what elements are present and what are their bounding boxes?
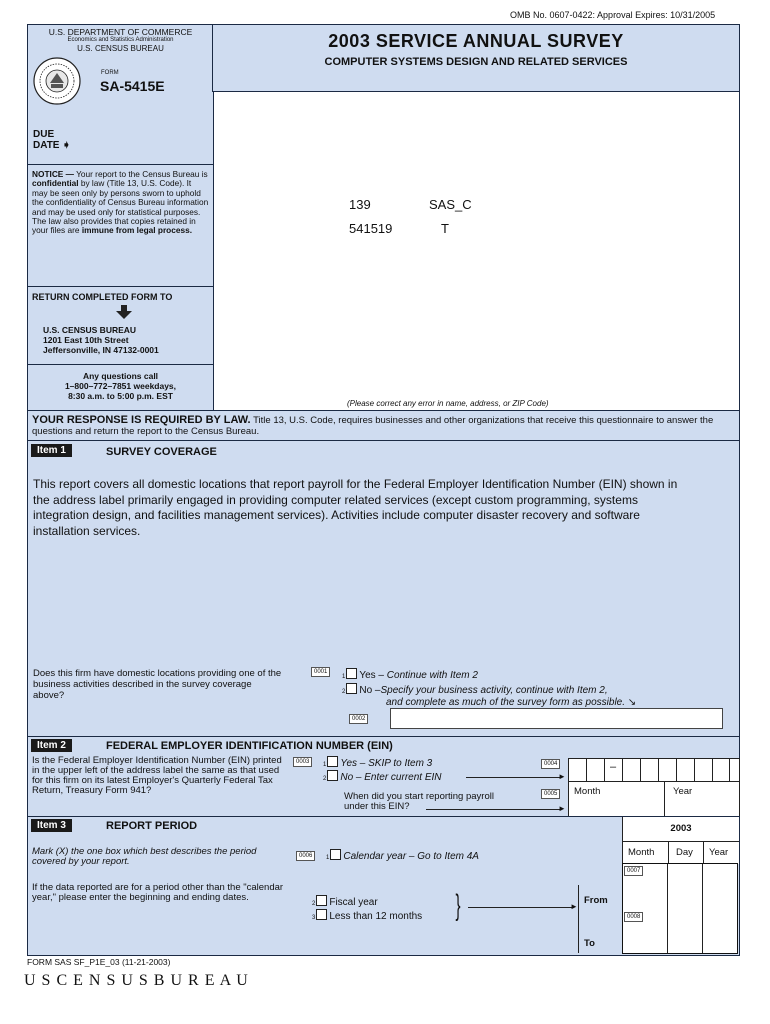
item2-code-0003: 0003 bbox=[293, 757, 312, 767]
label-id: 139 bbox=[349, 197, 371, 212]
item3-section bbox=[27, 816, 740, 956]
item1-yes-checkbox[interactable] bbox=[346, 668, 357, 679]
item1-no-checkbox[interactable] bbox=[346, 683, 357, 694]
item1-body: This report covers all domestic locations that report payroll for the Federal Employer Identification Number (EIN) shown in the address label primarily engaged in providing computer related services (except custom programming, systems integration design, and facilities management services). Activities include computer disaster recovery and software installation services. bbox=[33, 477, 678, 538]
item2-code-0005: 0005 bbox=[541, 789, 560, 799]
col-year: Year bbox=[709, 847, 729, 858]
item2-section bbox=[27, 736, 740, 818]
ein-arrow-line bbox=[466, 777, 561, 778]
item1-title: SURVEY COVERAGE bbox=[106, 446, 217, 458]
brace-icon: } bbox=[455, 889, 461, 922]
item1-tag: Item 1 bbox=[31, 444, 72, 457]
item3-code-0007: 0007 bbox=[624, 866, 643, 876]
required-text: YOUR RESPONSE IS REQUIRED BY LAW. Title 13, U.S. Code, requires businesses and other organizations that receive this questionnaire to answer the questions and return the report to the Census Bureau. bbox=[32, 414, 714, 437]
less-than-12-months-checkbox[interactable] bbox=[316, 909, 327, 920]
survey-title: 2003 SERVICE ANNUAL SURVEY bbox=[328, 31, 624, 51]
survey-subtitle: COMPUTER SYSTEMS DESIGN AND RELATED SERVICES bbox=[324, 56, 628, 68]
label-code: SAS_C bbox=[429, 197, 472, 212]
item1-section bbox=[27, 440, 740, 738]
label-naics: 541519 bbox=[349, 221, 393, 236]
title-panel bbox=[212, 24, 740, 92]
ein-dash: – bbox=[610, 761, 617, 773]
fiscal-year-option[interactable]: 2 Fiscal year bbox=[312, 897, 378, 908]
less-than-12-months-option[interactable]: 3 Less than 12 months bbox=[312, 911, 423, 922]
item3-code-0008: 0008 bbox=[624, 912, 643, 922]
item3-code-0006: 0006 bbox=[296, 851, 315, 861]
item2-when-question: When did you start reporting payroll under this EIN? bbox=[344, 791, 494, 813]
notice-panel bbox=[27, 164, 214, 288]
form-label: FORM bbox=[101, 70, 119, 76]
census-seal-icon bbox=[32, 56, 82, 106]
year-header-cell: 2003 bbox=[622, 817, 739, 841]
item3-other-period-question: If the data reported are for a period other than the "calendar year," please enter the beginning and ending dates. bbox=[32, 882, 284, 904]
item1-code-0001: 0001 bbox=[311, 667, 330, 677]
required-panel bbox=[27, 410, 740, 442]
return-address: U.S. CENSUS BUREAU 1201 East 10th Street Jeffersonville, IN 47132-0001 bbox=[43, 325, 159, 356]
from-label: From bbox=[584, 895, 608, 906]
business-activity-input[interactable] bbox=[390, 708, 723, 729]
item2-no-checkbox[interactable] bbox=[327, 770, 338, 781]
start-year-label: Year bbox=[673, 786, 693, 797]
item1-no-option[interactable]: 2 No –Specify your business activity, continue with Item 2, and complete as much of the survey form as possible. ↘ bbox=[342, 685, 637, 708]
calendar-year-checkbox[interactable] bbox=[330, 849, 341, 860]
arrow-right-icon: ► bbox=[570, 902, 578, 911]
item2-yes-option[interactable]: 1 Yes – SKIP to Item 3 bbox=[323, 758, 433, 769]
item3-title: REPORT PERIOD bbox=[106, 820, 198, 832]
col-day: Day bbox=[676, 847, 693, 858]
item1-yes-option[interactable]: 1 Yes – Continue with Item 2 bbox=[342, 670, 478, 681]
item1-question: Does this firm have domestic locations providing one of the business activities described in the survey coverage above? bbox=[33, 668, 282, 701]
form-number: SA-5415E bbox=[100, 78, 165, 94]
questions-phone: Any questions call 1–800–772–7851 weekdays, 8:30 a.m. to 5:00 p.m. EST bbox=[64, 371, 177, 401]
period-arrow-line bbox=[468, 907, 573, 908]
arrow-down-icon bbox=[116, 305, 132, 319]
item2-code-0004: 0004 bbox=[541, 759, 560, 769]
dept-name: U.S. DEPARTMENT OF COMMERCE bbox=[48, 27, 193, 37]
item2-yes-checkbox[interactable] bbox=[327, 756, 338, 767]
to-date-input[interactable] bbox=[622, 909, 738, 954]
ein-input[interactable] bbox=[568, 758, 740, 782]
correct-address-note: (Please correct any error in name, address, or ZIP Code) bbox=[347, 399, 549, 408]
notice-text: NOTICE — Your report to the Census Bureau is confidential by law (Title 13, U.S. Code). It may be seen only by persons sworn to uphold the confidentiality of Census Bureau information and may be used only for statistical purposes. The law also provides that copies retained in your files are immune from legal process. bbox=[32, 169, 209, 236]
when-arrow-line bbox=[426, 809, 561, 810]
start-date-input[interactable] bbox=[568, 781, 740, 817]
label-type: T bbox=[441, 221, 449, 236]
item2-title: FEDERAL EMPLOYER IDENTIFICATION NUMBER (EIN) bbox=[106, 740, 393, 752]
calendar-year-option[interactable]: 1 Calendar year – Go to Item 4A bbox=[326, 851, 479, 862]
agency-panel bbox=[27, 24, 214, 166]
from-to-labels bbox=[578, 885, 623, 953]
due-date-label: DUE DATE ➧ bbox=[33, 129, 71, 151]
to-label: To bbox=[584, 938, 595, 949]
start-month-label: Month bbox=[574, 786, 601, 797]
item1-code-0002: 0002 bbox=[349, 714, 368, 724]
questions-panel bbox=[27, 364, 214, 412]
arrow-down-right-icon: ↘ bbox=[627, 696, 637, 708]
item2-question: Is the Federal Employer Identification Number (EIN) printed in the upper left of the address label the same as that used for this firm on its latest Employer's Quarterly Federal Tax Return, Treasury Form 941? bbox=[32, 755, 282, 797]
return-panel bbox=[27, 286, 214, 366]
date-column-headers bbox=[622, 841, 739, 864]
arrow-right-icon: ► bbox=[558, 772, 566, 781]
arrow-right-icon: ► bbox=[558, 804, 566, 813]
form-footer-id: FORM SAS SF_P1E_03 (11-21-2003) bbox=[27, 957, 171, 967]
census-bureau-wordmark: U S C E N S U S B U R E A U bbox=[24, 972, 249, 989]
item3-question: Mark (X) the one box which best describes the period covered by your report. bbox=[32, 846, 257, 868]
item2-tag: Item 2 bbox=[31, 739, 72, 752]
col-month: Month bbox=[628, 847, 655, 858]
item2-no-option[interactable]: 2 No – Enter current EIN bbox=[323, 772, 442, 783]
from-date-input[interactable] bbox=[622, 863, 738, 911]
admin-name: Economics and Statistics Administration bbox=[67, 37, 174, 43]
item3-tag: Item 3 bbox=[31, 819, 72, 832]
bureau-name: U.S. CENSUS BUREAU bbox=[77, 43, 164, 53]
arrow-right-icon: ➧ bbox=[62, 140, 71, 151]
fiscal-year-checkbox[interactable] bbox=[316, 895, 327, 906]
return-heading: RETURN COMPLETED FORM TO bbox=[32, 292, 173, 302]
omb-number: OMB No. 0607-0422: Approval Expires: 10/31/2005 bbox=[510, 10, 716, 20]
